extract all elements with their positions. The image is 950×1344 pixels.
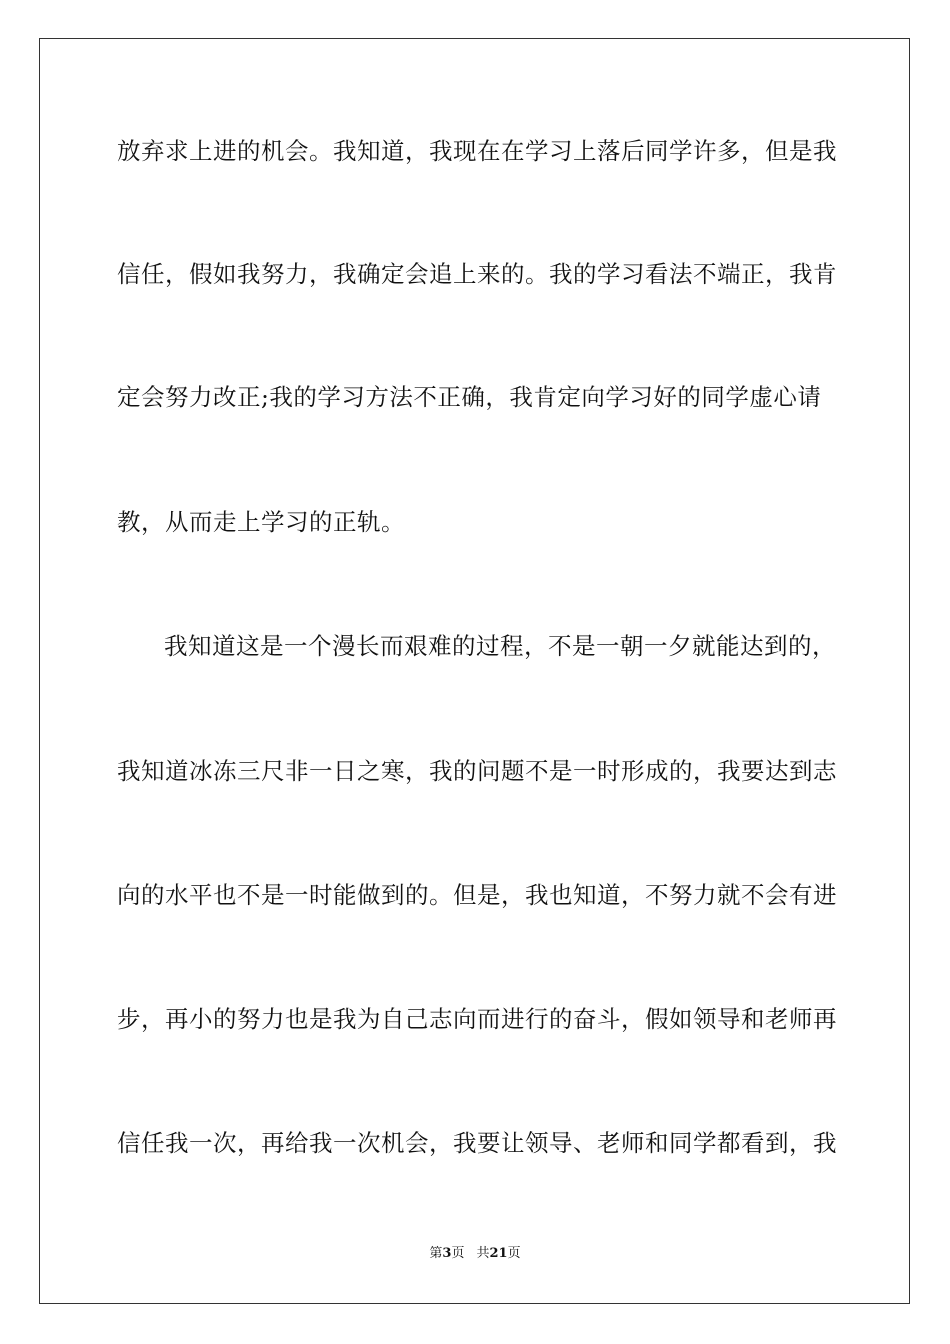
page-border <box>39 38 910 1304</box>
text-line: 向的水平也不是一时能做到的。但是，我也知道，不努力就不会有进 <box>117 881 837 909</box>
text-line: 定会努力改正;我的学习方法不正确，我肯定向学习好的同学虚心请 <box>117 383 822 411</box>
text-line: 信任，假如我努力，我确定会追上来的。我的学习看法不端正，我肯 <box>117 260 837 288</box>
page-suffix: 页 <box>451 1246 465 1261</box>
text-line: 我知道冰冻三尺非一日之寒，我的问题不是一时形成的，我要达到志 <box>117 757 837 785</box>
page-footer <box>0 1245 950 1263</box>
text-line: 步，再小的努力也是我为自己志向而进行的奋斗，假如领导和老师再 <box>117 1005 837 1033</box>
total-page-number: 21 <box>489 1246 508 1261</box>
text-line: 放弃求上进的机会。我知道，我现在在学习上落后同学许多，但是我 <box>117 137 837 165</box>
text-line: 教，从而走上学习的正轨。 <box>117 508 405 536</box>
text-line: 信任我一次，再给我一次机会，我要让领导、老师和同学都看到，我 <box>117 1129 837 1157</box>
current-page-number: 3 <box>442 1246 452 1261</box>
total-prefix: 共 <box>476 1246 490 1261</box>
total-suffix: 页 <box>507 1246 521 1261</box>
paragraph-first-line: 我知道这是一个漫长而艰难的过程，不是一朝一夕就能达到的， <box>164 632 836 660</box>
page-prefix: 第 <box>429 1246 443 1261</box>
